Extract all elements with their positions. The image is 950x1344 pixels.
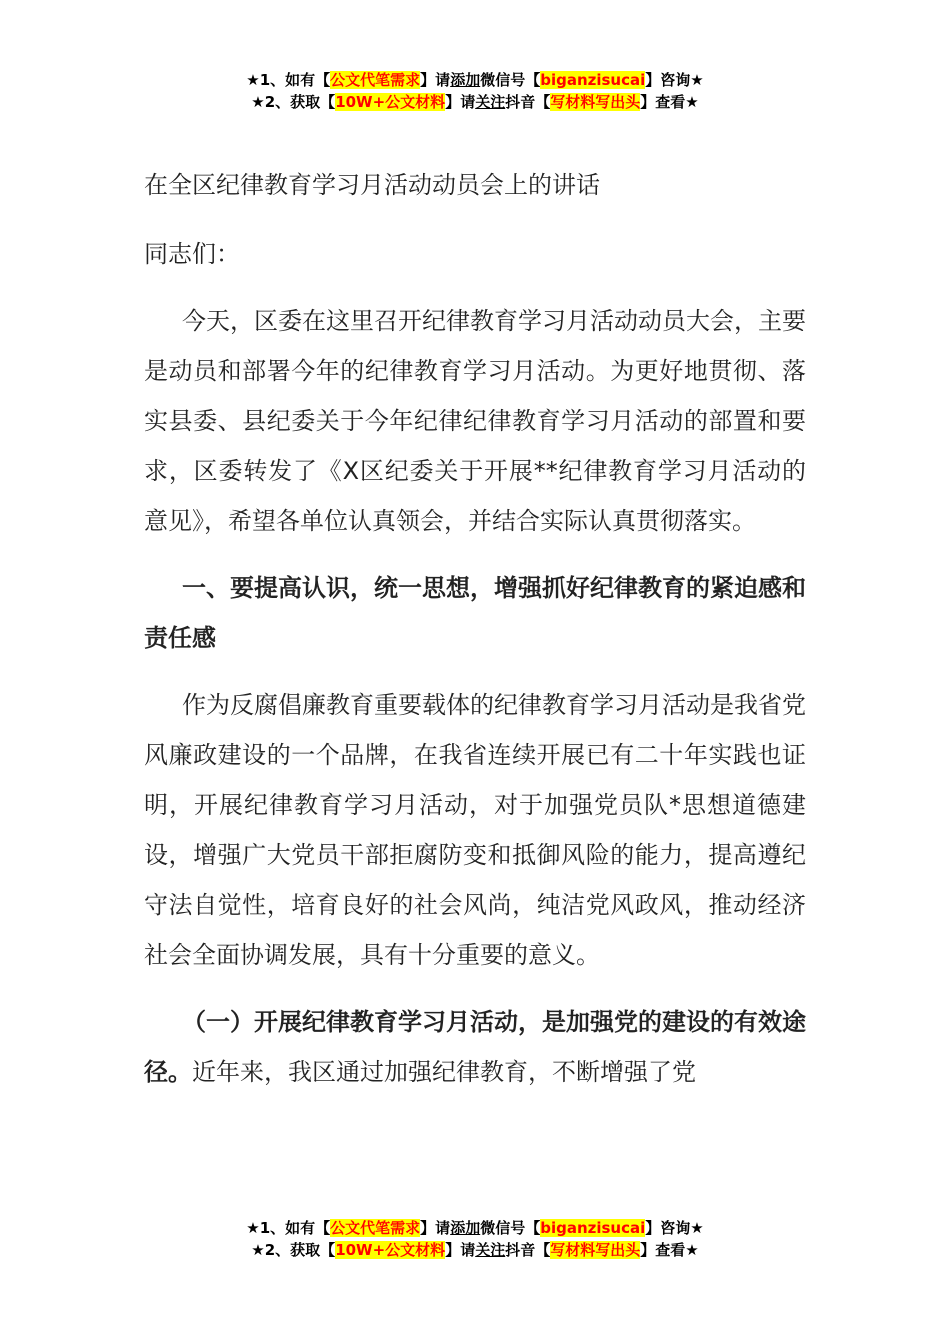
banner-text: 】咨询★ — [645, 1219, 704, 1237]
banner-highlight: 10W+公文材料 — [335, 1241, 446, 1259]
banner-text: ★1、如有【 — [246, 1219, 331, 1237]
banner-highlight: 写材料写出头 — [550, 1241, 641, 1259]
paragraph-1: 今天，区委在这里召开纪律教育学习月活动动员大会，主要是动员和部署今年的纪律教育学习月活动。为更好地贯彻、落实县委、县纪委关于今年纪律纪律教育学习月活动的部置和要求，区委转发了《X区纪委关于开展**纪律教育学习月活动的意见》，希望各单位认真领会，并结合实际认真贯彻落实。 — [144, 307, 806, 535]
banner-text: 】请 — [445, 1241, 476, 1259]
banner-text: 】咨询★ — [645, 71, 704, 89]
banner-text: 抖音【 — [505, 1241, 551, 1259]
document-body — [144, 160, 806, 1114]
banner-text: 】请 — [445, 93, 476, 111]
paragraph-3-text: 近年来，我区通过加强纪律教育，不断增强了党 — [192, 1058, 696, 1086]
banner-line-1 — [0, 1217, 950, 1239]
banner-text: 】查看★ — [640, 1241, 699, 1259]
banner-underline: 关注 — [475, 93, 506, 111]
banner-text: 】查看★ — [640, 93, 699, 111]
banner-text: ★1、如有【 — [246, 71, 331, 89]
banner-text: ★2、获取【 — [251, 1241, 336, 1259]
banner-underline: 添加 — [450, 71, 481, 89]
top-banner — [0, 69, 950, 113]
banner-text: 微信号【 — [480, 71, 541, 89]
paragraph-2: 作为反腐倡廉教育重要载体的纪律教育学习月活动是我省党风廉政建设的一个品牌，在我省连续开展已有二十年实践也证明，开展纪律教育学习月活动，对于加强党员队*思想道德建设，增强广大党员干部拒腐防变和抵御风险的能力，提高遵纪守法自觉性，培育良好的社会风尚，纯洁党风政风，推动经济社会全面协调发展，具有十分重要的意义。 — [144, 691, 806, 969]
banner-underline: 添加 — [450, 1219, 481, 1237]
banner-text: 微信号【 — [480, 1219, 541, 1237]
banner-highlight: biganzisucai — [540, 71, 646, 89]
banner-highlight: 写材料写出头 — [550, 93, 641, 111]
salutation: 同志们： — [144, 240, 240, 268]
banner-text: 】请 — [420, 71, 451, 89]
banner-line-1 — [0, 69, 950, 91]
banner-text: 抖音【 — [505, 93, 551, 111]
banner-text: ★2、获取【 — [251, 93, 336, 111]
banner-line-2 — [0, 1239, 950, 1261]
document-title: 在全区纪律教育学习月活动动员会上的讲话 — [144, 171, 600, 199]
bottom-banner — [0, 1217, 950, 1261]
banner-highlight: 公文代笔需求 — [330, 71, 421, 89]
section-heading-1: 一、要提高认识，统一思想，增强抓好纪律教育的紧迫感和责任感 — [144, 574, 806, 652]
banner-highlight: 10W+公文材料 — [335, 93, 446, 111]
paragraph-3 — [144, 997, 806, 1097]
banner-highlight: 公文代笔需求 — [330, 1219, 421, 1237]
banner-highlight: biganzisucai — [540, 1219, 646, 1237]
banner-underline: 关注 — [475, 1241, 506, 1259]
banner-line-2 — [0, 91, 950, 113]
subheading-1: （一）开展纪律教育学习月活动，是加强党的建设的有效途径。 — [144, 1008, 806, 1086]
banner-text: 】请 — [420, 1219, 451, 1237]
